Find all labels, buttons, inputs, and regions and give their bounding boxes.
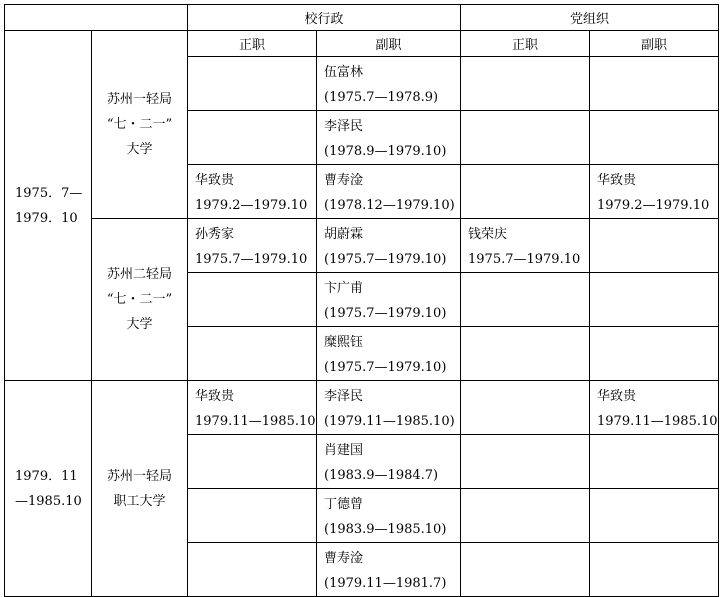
party-main-cell — [461, 543, 590, 597]
admin-main-cell — [188, 57, 317, 111]
admin-deputy-cell: 丁德曾 (1983.9—1985.10) — [317, 489, 461, 543]
party-deputy-cell — [590, 327, 719, 381]
party-deputy-cell — [590, 57, 719, 111]
header-party: 党组织 — [461, 5, 719, 31]
unit-cell — [92, 381, 188, 597]
unit-line: 苏州一轻局 — [106, 92, 172, 107]
party-main-cell: 钱荣庆 1975.7—1979.10 — [461, 219, 590, 273]
admin-main-cell — [188, 489, 317, 543]
admin-deputy-cell: 李泽民 (1979.11—1985.10) — [317, 381, 461, 435]
unit-line: “七・二一” — [106, 117, 173, 132]
header-admin: 校行政 — [188, 5, 461, 31]
party-deputy-cell — [590, 489, 719, 543]
admin-main-cell — [188, 435, 317, 489]
unit-line: 苏州一轻局 — [106, 468, 172, 484]
admin-main-cell — [188, 111, 317, 165]
party-main-cell — [461, 327, 590, 381]
party-main-cell — [461, 435, 590, 489]
unit-line: 大学 — [126, 142, 153, 157]
party-main-cell — [461, 381, 590, 435]
party-deputy-cell — [590, 273, 719, 327]
admin-deputy-cell: 糜熙钰 (1975.7—1979.10) — [317, 327, 461, 381]
admin-deputy-cell: 肖建国 (1983.9—1984.7) — [317, 435, 461, 489]
subheader-party-main: 正职 — [461, 31, 590, 57]
admin-main-cell: 华致贵 1979.11—1985.10 — [188, 381, 317, 435]
admin-deputy-cell: 曹寿淦 (1978.12—1979.10) — [317, 165, 461, 219]
admin-deputy-cell: 李泽民 (1978.9—1979.10) — [317, 111, 461, 165]
party-main-cell — [461, 165, 590, 219]
party-main-cell — [461, 273, 590, 327]
admin-main-cell: 孙秀家 1975.7—1979.10 — [188, 219, 317, 273]
period-line: 1979．10 — [15, 210, 78, 226]
period-line: 1979．11 — [15, 468, 78, 484]
unit-cell — [92, 219, 188, 381]
period-cell — [5, 31, 92, 381]
unit-line: 苏州二轻局 — [106, 267, 172, 282]
subheader-admin-main: 正职 — [188, 31, 317, 57]
unit-line: 大学 — [126, 317, 153, 332]
party-deputy-cell: 华致贵 1979.11—1985.10 — [590, 381, 719, 435]
unit-line: 职工大学 — [113, 493, 166, 509]
admin-main-cell: 华致贵 1979.2—1979.10 — [188, 165, 317, 219]
admin-main-cell — [188, 327, 317, 381]
admin-deputy-cell: 曹寿淦 (1979.11—1981.7) — [317, 543, 461, 597]
party-deputy-cell: 华致贵 1979.2—1979.10 — [590, 165, 719, 219]
unit-cell — [92, 31, 188, 219]
period-line: —1985.10 — [15, 493, 82, 509]
admin-deputy-cell: 卞广甫 (1975.7—1979.10) — [317, 273, 461, 327]
unit-line: “七・二一” — [106, 292, 173, 307]
party-main-cell — [461, 111, 590, 165]
period-line: 1975．7— — [15, 185, 83, 201]
admin-main-cell — [188, 543, 317, 597]
party-main-cell — [461, 489, 590, 543]
admin-main-cell — [188, 273, 317, 327]
leadership-table — [4, 4, 719, 597]
subheader-admin-deputy: 副职 — [317, 31, 461, 57]
party-deputy-cell — [590, 111, 719, 165]
period-cell — [5, 381, 92, 597]
party-deputy-cell — [590, 435, 719, 489]
subheader-party-deputy: 副职 — [590, 31, 719, 57]
party-deputy-cell — [590, 543, 719, 597]
admin-deputy-cell: 胡蔚霖 (1975.7—1979.10) — [317, 219, 461, 273]
party-main-cell — [461, 57, 590, 111]
party-deputy-cell — [590, 219, 719, 273]
corner-cell — [5, 5, 188, 31]
admin-deputy-cell: 伍富林 (1975.7—1978.9) — [317, 57, 461, 111]
